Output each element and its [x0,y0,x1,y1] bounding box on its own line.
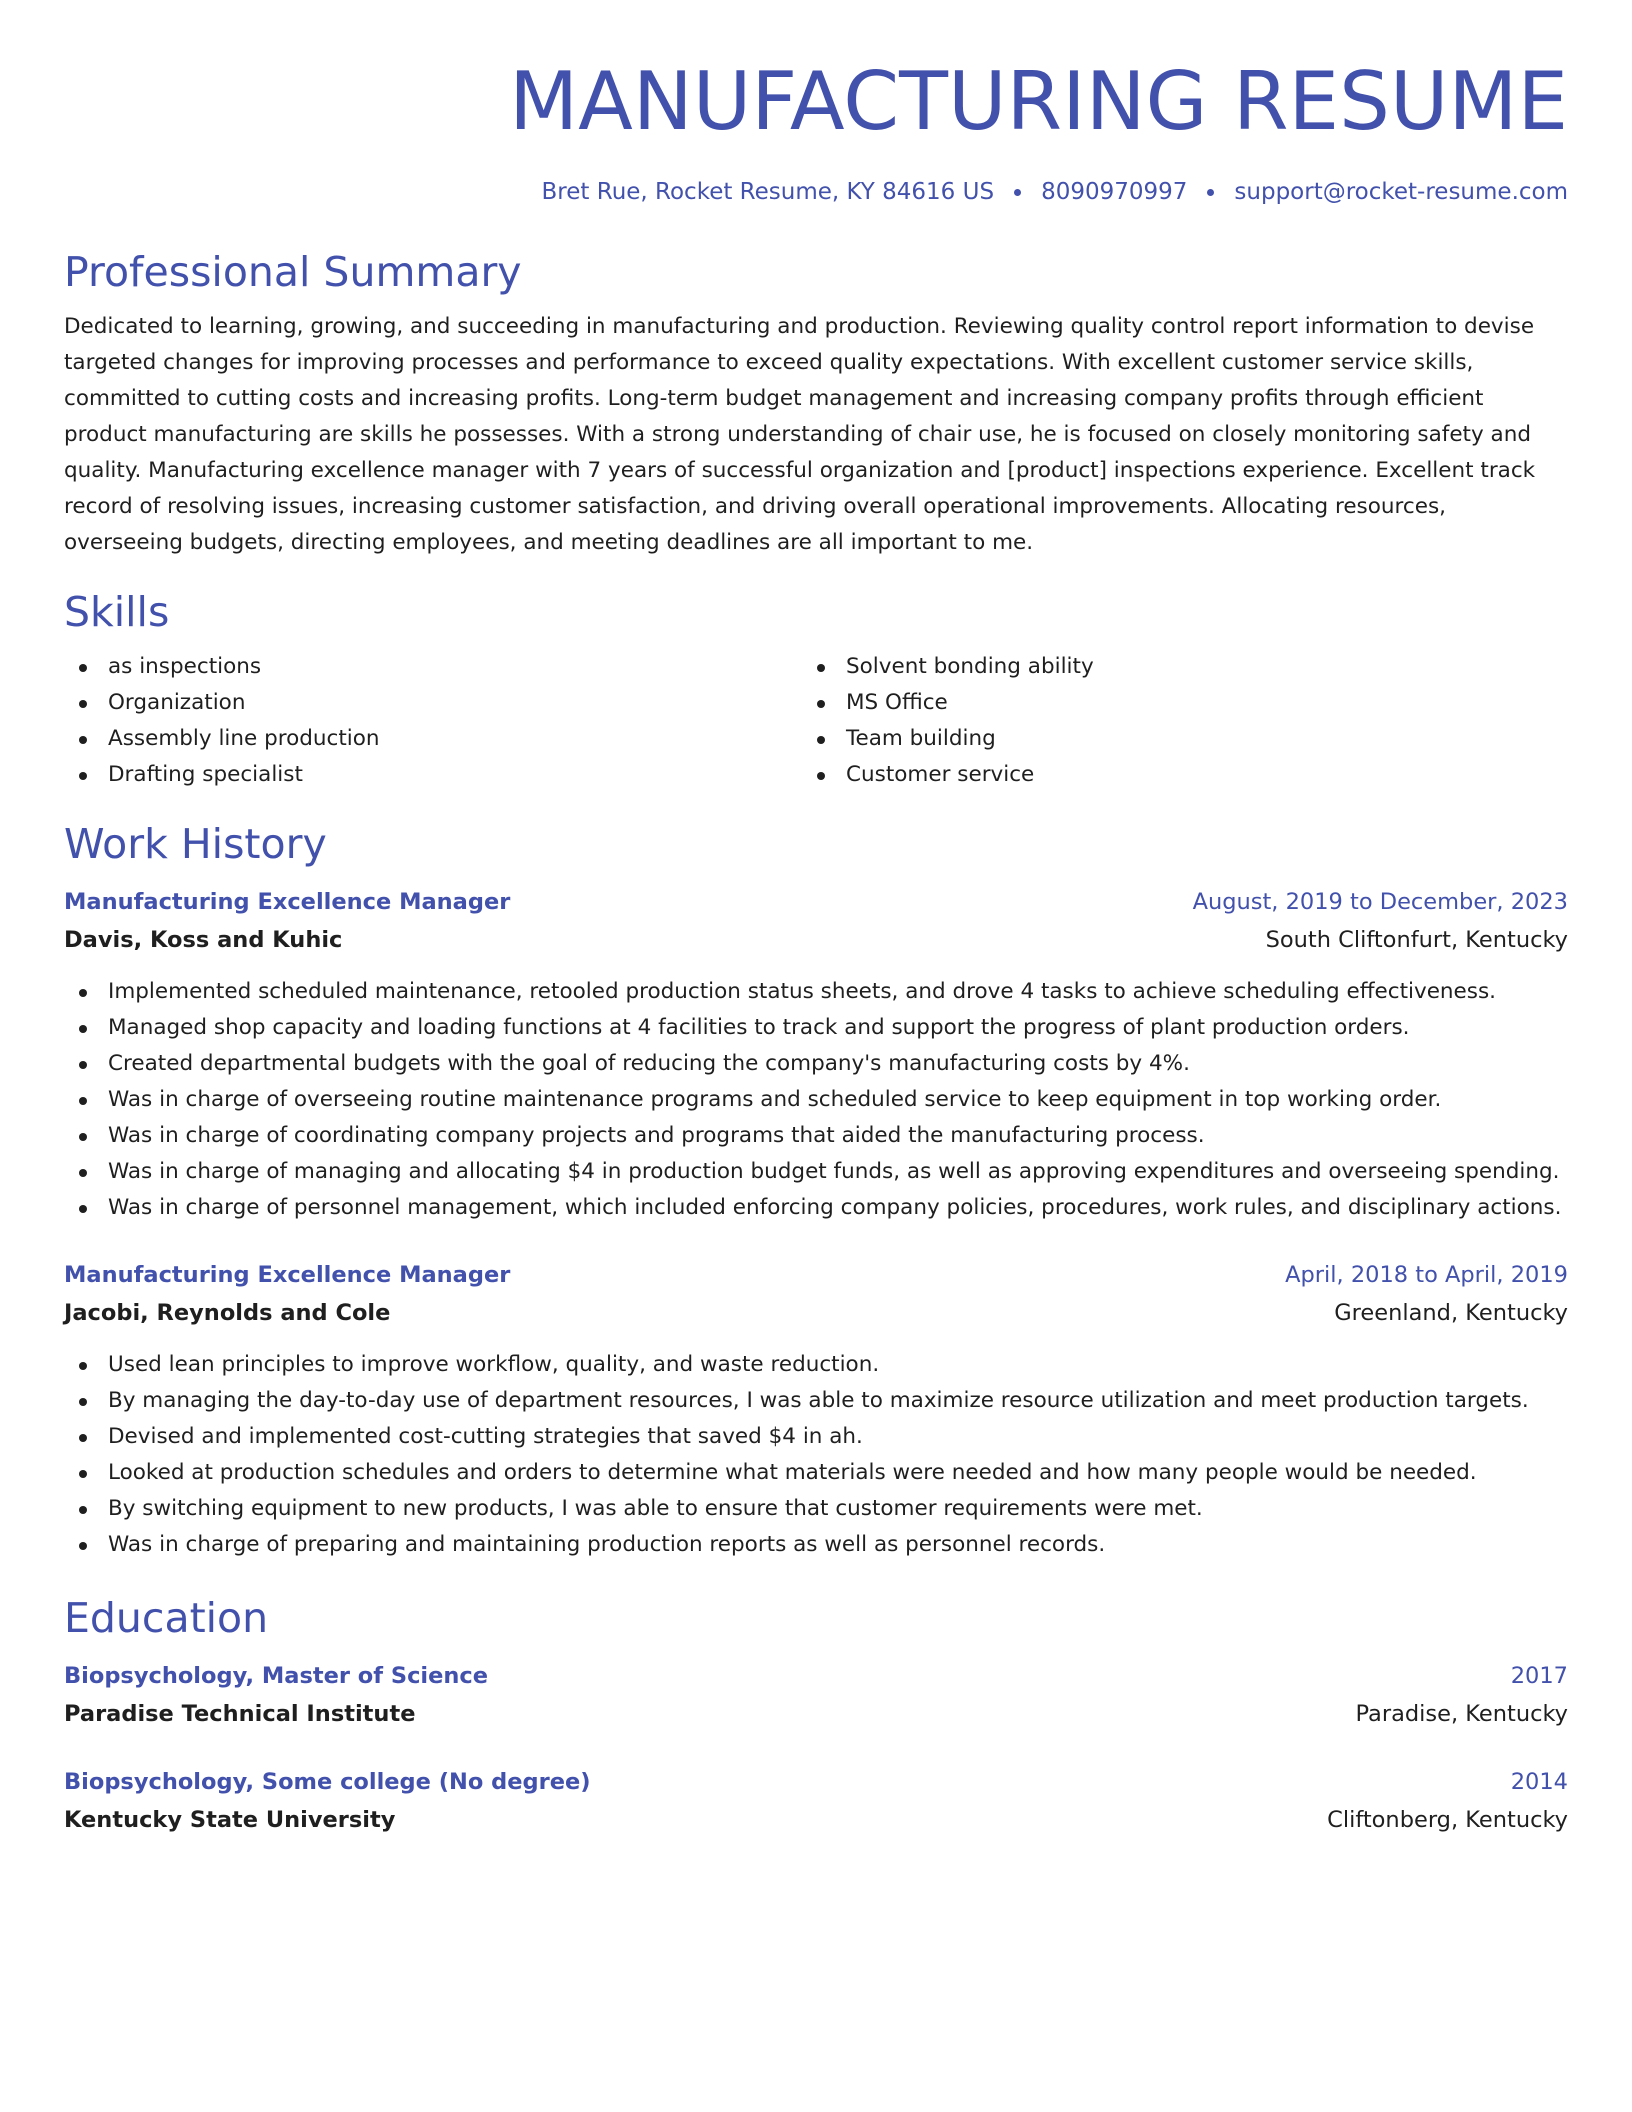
job-bullet: Created departmental budgets with the goal of reducing the company's manufacturing costs by 4%. [64,1046,1568,1082]
job-title: Manufacturing Excellence Manager [64,889,511,915]
skills-column-right [802,649,1568,793]
skill-item: Organization [64,685,802,721]
job-bullet: Was in charge of coordinating company projects and programs that aided the manufacturing process. [64,1118,1568,1154]
job-entry [64,1256,1568,1563]
resume-title: MANUFACTURING RESUME [509,55,1568,148]
job-bullet: Was in charge of personnel management, which included enforcing company policies, procedures, work rules, and disciplinary actions. [64,1190,1568,1226]
skill-item: Customer service [802,757,1568,793]
separator-dot-icon [1014,189,1021,196]
education-header [64,1657,1568,1695]
summary-text: Dedicated to learning, growing, and succeeding in manufacturing and production. Reviewing quality control report information to devise targeted changes for improving processes and performance to exceed quality expectations. With excellent customer service skills, committed to cutting costs and increasing profits. Long-term budget management and increasing company profits through efficient product manufacturing are skills he possesses. With a strong understanding of chair use, he is focused on closely monitoring safety and quality. Manufacturing excellence manager with 7 years of successful organization and [product] inspections experience. Excellent track record of resolving issues, increasing customer satisfaction, and driving overall operational improvements. Allocating resources, overseeing budgets, directing employees, and meeting deadlines are all important to me. [64,314,1536,555]
skill-item: MS Office [802,685,1568,721]
skill-item: Team building [802,721,1568,757]
education-subheader [64,1801,1568,1839]
job-bullet: Implemented scheduled maintenance, retooled production status sheets, and drove 4 tasks to achieve scheduling effectiveness. [64,974,1568,1010]
job-subheader [64,1294,1568,1332]
contact-phone: 8090970997 [1041,179,1188,205]
skill-item: Assembly line production [64,721,802,757]
skill-item: Solvent bonding ability [802,649,1568,685]
education-location: Cliftonberg, Kentucky [1327,1807,1568,1833]
job-bullet: Devised and implemented cost-cutting strategies that saved $4 in ah. [64,1419,1568,1455]
summary-heading: Professional Summary [64,248,522,296]
job-bullet: By switching equipment to new products, I was able to ensure that customer requirements were met. [64,1491,1568,1527]
skills-list [64,649,1568,793]
education-school: Paradise Technical Institute [64,1701,416,1727]
skill-item: as inspections [64,649,802,685]
education-degree: Biopsychology, Some college (No degree) [64,1769,591,1795]
job-dates: August, 2019 to December, 2023 [1192,889,1568,915]
job-bullet: Was in charge of managing and allocating $4 in production budget funds, as well as approving expenditures and overseeing spending. [64,1154,1568,1190]
work-history-heading: Work History [64,820,327,868]
education-entry [64,1763,1568,1839]
job-bullet: Was in charge of overseeing routine maintenance programs and scheduled service to keep equipment in top working order. [64,1082,1568,1118]
job-location: Greenland, Kentucky [1334,1300,1568,1326]
education-location: Paradise, Kentucky [1355,1701,1568,1727]
job-entry [64,883,1568,1226]
job-bullet: Used lean principles to improve workflow, quality, and waste reduction. [64,1347,1568,1383]
job-location: South Cliftonfurt, Kentucky [1265,927,1568,953]
skills-heading: Skills [64,588,170,636]
education-header [64,1763,1568,1801]
education-year: 2017 [1510,1663,1568,1689]
job-bullets [64,974,1568,1226]
education-entry [64,1657,1568,1733]
job-bullet: By managing the day-to-day use of department resources, I was able to maximize resource utilization and meet production targets. [64,1383,1568,1419]
job-header [64,883,1568,921]
job-header [64,1256,1568,1294]
education-year: 2014 [1510,1769,1568,1795]
separator-dot-icon [1207,189,1214,196]
job-company: Davis, Koss and Kuhic [64,927,343,953]
education-heading: Education [64,1594,269,1642]
skill-item: Drafting specialist [64,757,802,793]
skills-column-left [64,649,802,793]
education-subheader [64,1695,1568,1733]
job-subheader [64,921,1568,959]
job-dates: April, 2018 to April, 2019 [1285,1262,1568,1288]
job-bullets [64,1347,1568,1563]
job-bullet: Looked at production schedules and orders to determine what materials were needed and how many people would be needed. [64,1455,1568,1491]
contact-address: Bret Rue, Rocket Resume, KY 84616 US [541,179,995,205]
contact-email: support@rocket-resume.com [1234,179,1568,205]
education-degree: Biopsychology, Master of Science [64,1663,488,1689]
contact-line [64,177,1568,207]
job-title: Manufacturing Excellence Manager [64,1262,511,1288]
job-bullet: Was in charge of preparing and maintaining production reports as well as personnel records. [64,1527,1568,1563]
education-school: Kentucky State University [64,1807,396,1833]
job-company: Jacobi, Reynolds and Cole [64,1300,391,1326]
job-bullet: Managed shop capacity and loading functions at 4 facilities to track and support the progress of plant production orders. [64,1010,1568,1046]
